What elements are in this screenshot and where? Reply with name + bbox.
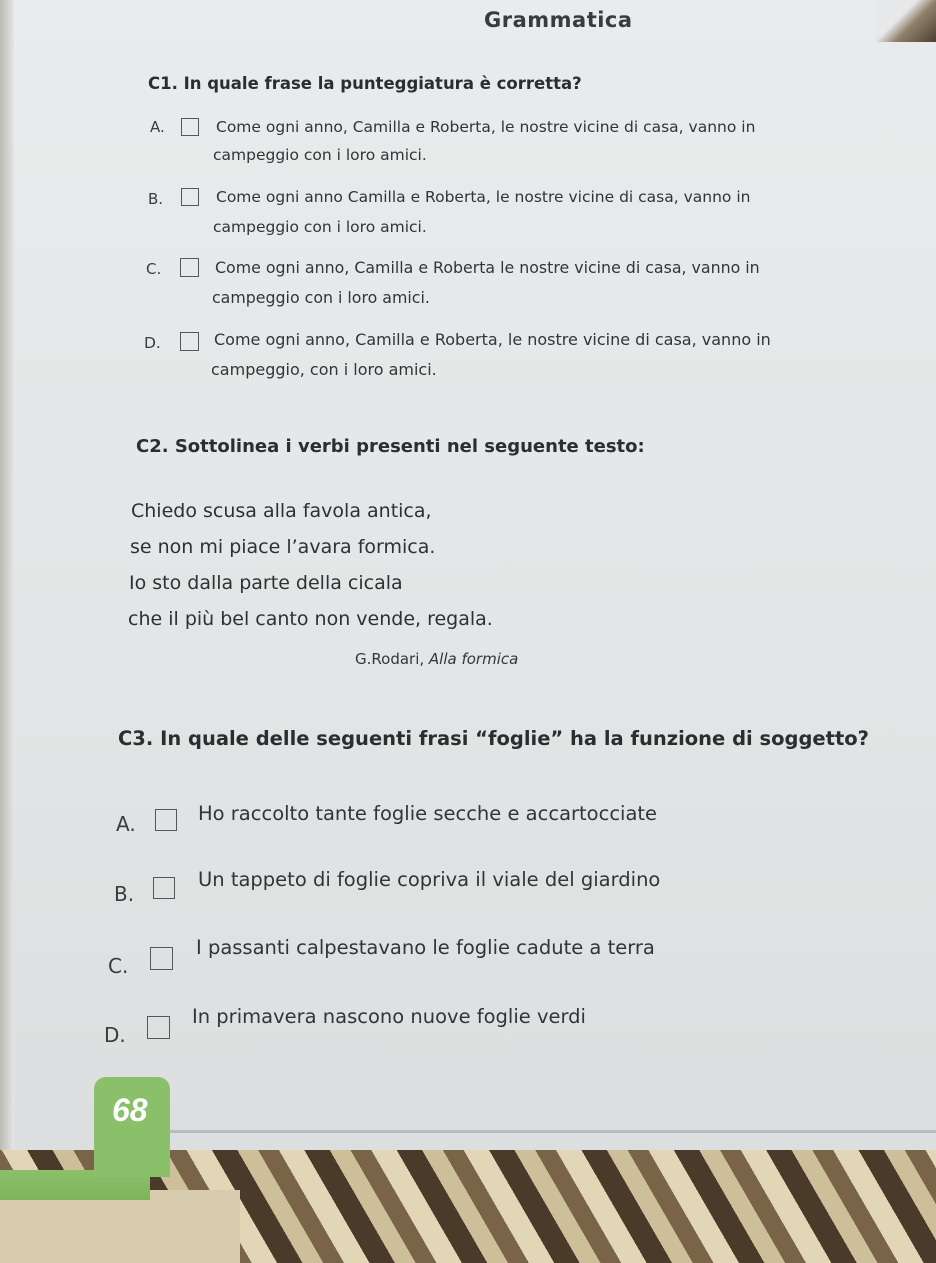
checkbox[interactable] [180,258,199,277]
poem-work-title: Alla formica [428,650,519,668]
checkbox[interactable] [150,947,173,970]
option-letter: A. [150,118,165,136]
option-text: Ho raccolto tante foglie secche e accartocciate [198,802,658,825]
option-text-line2: campeggio con i loro amici. [213,218,427,236]
option-text-line1: Come ogni anno Camilla e Roberta, le nostre vicine di casa, vanno in [216,188,751,206]
option-letter: C. [146,260,162,278]
carpet-light-area [0,1190,240,1263]
option-letter: D. [144,334,161,352]
option-text-line2: campeggio con i loro amici. [212,288,430,307]
page-edge [0,0,14,1150]
option-letter: D. [104,1023,126,1047]
option-text-line1: Come ogni anno, Camilla e Roberta le nostre vicine di casa, vanno in [215,258,760,277]
option-letter: B. [148,190,164,208]
option-text-line1: Come ogni anno, Camilla e Roberta, le nostre vicine di casa, vanno in [216,118,756,136]
option-text: In primavera nascono nuove foglie verdi [192,1005,586,1028]
page-title: Grammatica [484,8,633,32]
option-text-line1: Come ogni anno, Camilla e Roberta, le nostre vicine di casa, vanno in [214,330,771,349]
option-letter: B. [114,882,135,906]
poem-line: Io sto dalla parte della cicala [129,572,403,594]
poem-line: che il più bel canto non vende, regala. [128,608,493,630]
question-c3-heading: C3. In quale delle seguenti frasi “foglie” ha la funzione di soggetto? [118,727,869,750]
option-letter: A. [116,812,136,836]
option-text-line2: campeggio con i loro amici. [213,146,427,164]
page-bottom-rule [160,1130,936,1133]
option-text: I passanti calpestavano le foglie cadute a terra [196,936,655,959]
checkbox[interactable] [153,877,175,899]
option-text: Un tappeto di foglie copriva il viale del giardino [198,868,661,891]
poem-line: Chiedo scusa alla favola antica, [131,500,432,522]
checkbox[interactable] [147,1016,170,1039]
poem-attribution [355,650,518,668]
question-c1-heading: C1. In quale frase la punteggiatura è corretta? [148,74,582,93]
question-c2-heading: C2. Sottolinea i verbi presenti nel seguente testo: [136,436,645,457]
checkbox[interactable] [180,332,199,351]
checkbox[interactable] [181,188,199,206]
page-corner-shadow [876,0,936,42]
page-number: 68 [112,1092,148,1128]
checkbox[interactable] [155,809,177,831]
poem-line: se non mi piace l’avara formica. [130,536,436,558]
option-text-line2: campeggio, con i loro amici. [211,360,437,379]
checkbox[interactable] [181,118,199,136]
poem-author: G.Rodari, [355,650,425,668]
option-letter: C. [108,954,129,978]
